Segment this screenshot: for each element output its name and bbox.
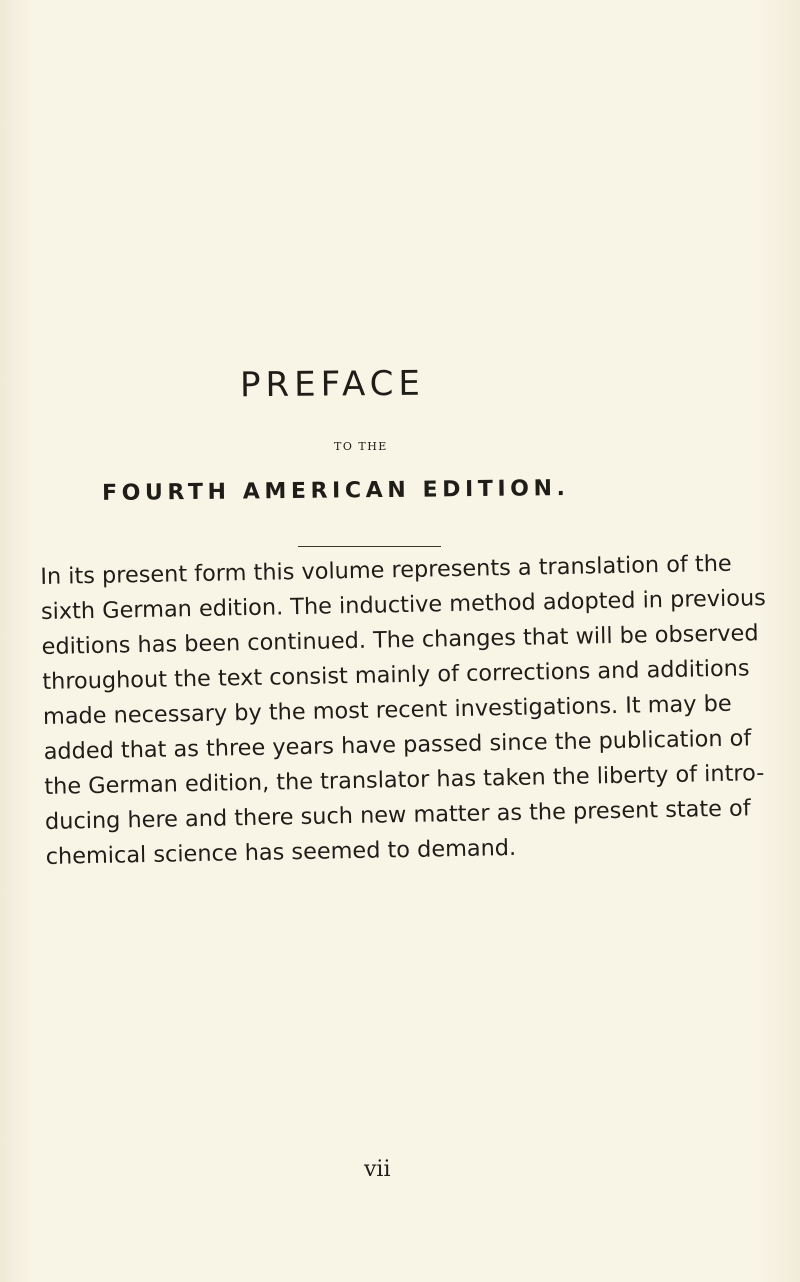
preface-title: PREFACE (239, 363, 426, 406)
paragraph-line: ducing here and there such new matter as the present state of (44, 795, 751, 835)
preface-paragraph (40, 546, 766, 875)
paragraph-line: the German edition, the translator has taken the liberty of intro- (44, 760, 765, 800)
edition-subtitle: FOURTH AMERICAN EDITION. (101, 476, 570, 506)
preface-connector: TO THE (334, 440, 388, 453)
page-number: vii (364, 1157, 391, 1182)
paragraph-line: made necessary by the most recent investigations. It may be (42, 690, 732, 730)
paragraph-line: throughout the text consist mainly of corrections and additions (42, 655, 750, 695)
paragraph-line: added that as three years have passed since the publication of (43, 725, 752, 765)
paragraph-line: editions has been continued. The changes that will be observed (41, 620, 759, 660)
title-rule (298, 546, 441, 547)
paragraph-line: chemical science has seemed to demand. (45, 834, 517, 870)
paragraph-line: In its present form this volume represents a translation of the (40, 550, 732, 590)
paragraph-line: sixth German edition. The inductive method adopted in previous (40, 585, 767, 625)
